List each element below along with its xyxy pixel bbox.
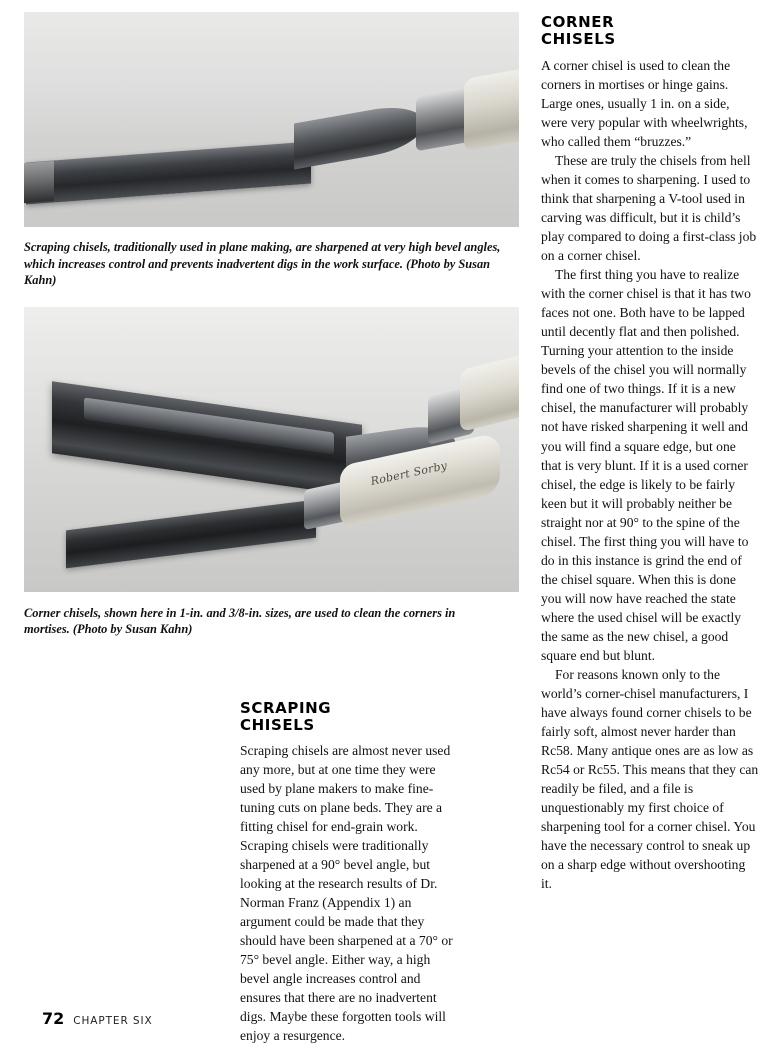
figure-corner-chisels	[24, 307, 519, 638]
page-footer	[42, 1009, 153, 1028]
page-number: 72	[42, 1009, 65, 1028]
section-heading-line2: CHISELS	[240, 715, 315, 734]
chisel-handle-shape	[464, 65, 519, 151]
chisel-blade-shape	[26, 142, 311, 205]
section-heading	[541, 14, 759, 48]
corner-chisels-photo	[24, 307, 519, 592]
paragraph: Scraping chisels are almost never used any more, but at one time they were used by plane makers to make fine-tuning cuts on plane beds. They are a fitting chisel for end-grain work. Scraping chisels were traditionally sharpened at a 90° bevel angle, but looking at the research results of Dr. Norman Franz (Appendix 1) an argument could be made that they should have been sharpened at a 70° or 75° bevel angle. Either way, a high bevel angle increases control and ensures that there are no inadvertent digs. Maybe these forgotten tools will enjoy a resurgence.	[240, 742, 453, 1044]
paragraph: A corner chisel is used to clean the corners in mortises or hinge gains. Large ones, usually 1 in. on a side, were very popular with wheelwrights, who called them “bruzzes.”	[541, 57, 748, 149]
section-corner-chisels	[541, 14, 759, 893]
small-corner-chisel-blade-shape	[66, 499, 316, 568]
figure-scraping-chisel	[24, 12, 519, 289]
chisel-cutting-edge-shape	[24, 161, 54, 203]
section-heading	[240, 700, 458, 734]
chisel-shank-shape	[294, 101, 424, 170]
large-corner-chisel-handle-shape	[460, 353, 519, 431]
left-column	[24, 12, 519, 638]
figure-caption: Corner chisels, shown here in 1-in. and 3/8-in. sizes, are used to clean the corners in mortises. (Photo by Susan Kahn)	[24, 605, 456, 636]
scraping-chisel-photo	[24, 12, 519, 227]
handle-brandmark: Robert Sorby	[369, 458, 449, 488]
section-heading-line1: SCRAPING	[240, 699, 332, 717]
figure-caption: Scraping chisels, traditionally used in plane making, are sharpened at very high bevel angles, which increases control and prevents inadvertent digs in the work surface. (Photo by Susan Kahn)	[24, 240, 501, 287]
section-heading-line1: CORNER	[541, 13, 615, 31]
paragraph: These are truly the chisels from hell when it comes to sharpening. I used to think that sharpening a V-tool used in carving was difficult, but it is child’s play compared to doing a first-class job on a corner chisel.	[541, 153, 757, 264]
paragraph: The first thing you have to realize with the corner chisel is that it has two faces not one. Both have to be lapped until decently flat and then polished. Turning your attention to the inside bevels of the chisel you will normally find one of two things. If it is a new chisel, the manufacturer will probably not have risked sharpening it well and you will find a square edge, but one that is very blunt. If it is a used corner chisel, the edge is likely to be fairly keen but it will probably neither be straight nor at 90° to the spine of the chisel. The first thing you will have to do in this instance is grind the end of the chisel square. When this is done you will now have reached the state where the used chisel will be exactly the same as the new chisel, a good square end but blunt.	[541, 267, 751, 663]
section-heading-line2: CHISELS	[541, 29, 616, 48]
section-body	[240, 741, 458, 1046]
section-body	[541, 56, 759, 893]
chapter-label: CHAPTER SIX	[73, 1015, 153, 1027]
paragraph: For reasons known only to the world’s corner-chisel manufacturers, I have always found corner chisels to be fairly soft, almost never harder than Rc58. Many antique ones are as low as Rc54 or Rc55. This means that they can readily be filed, and a file is unquestionably my first choice of sharpening tool for a corner chisel. You have the necessary control to sneak up on a sharp edge without overshooting it.	[541, 666, 759, 892]
section-scraping-chisels	[240, 700, 458, 1045]
